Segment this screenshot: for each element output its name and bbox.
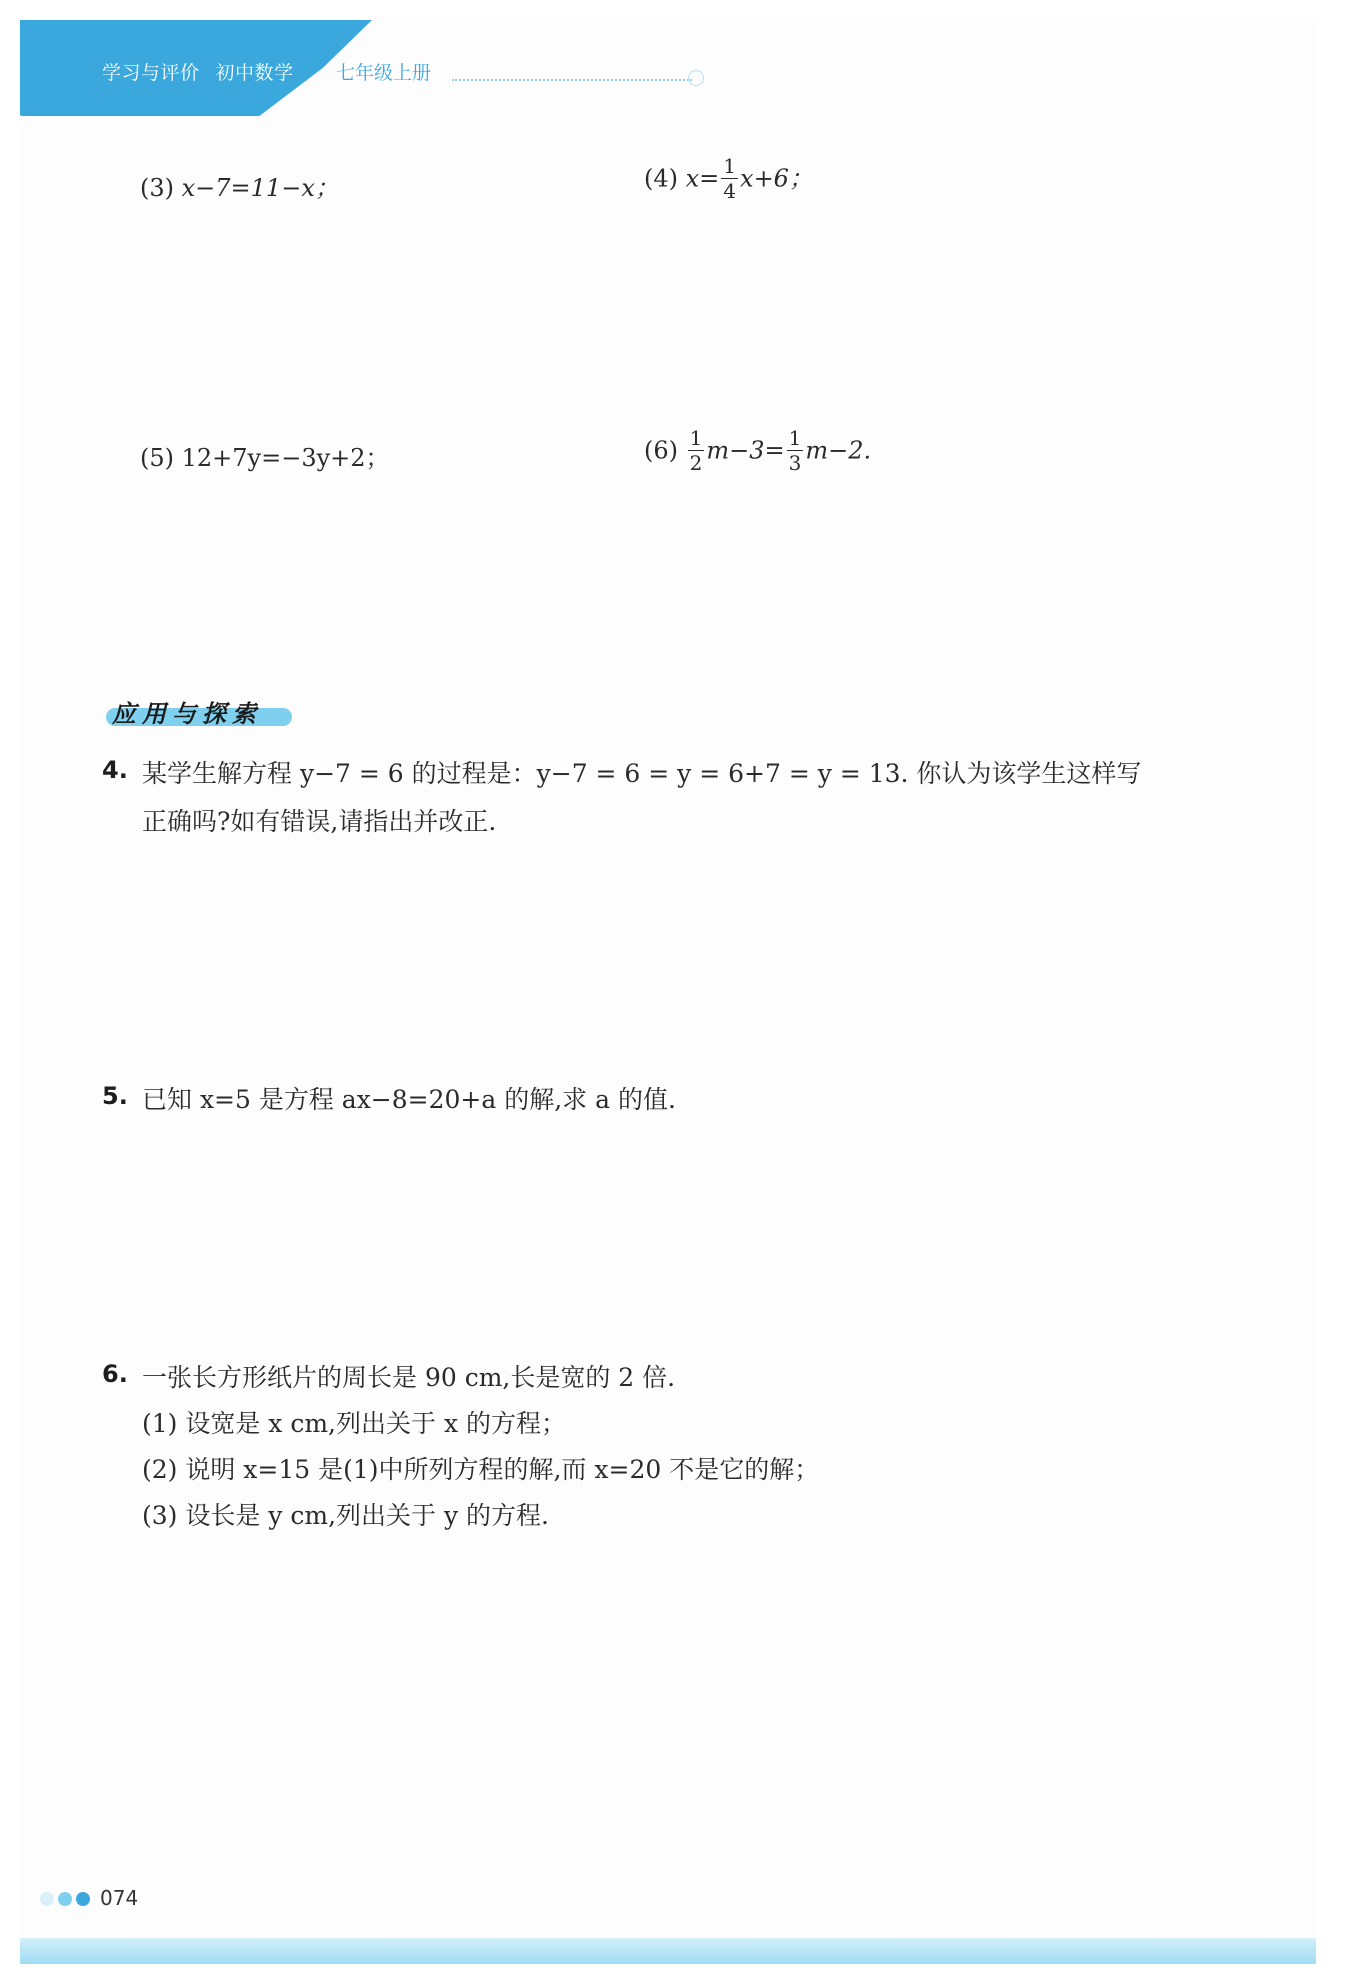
exercise-3-label: (3) [140, 174, 174, 202]
question-6-number: 6. [102, 1360, 128, 1388]
question-6-text: 一张长方形纸片的周长是 90 cm,长是宽的 2 倍. [142, 1363, 676, 1392]
exercise-6 [644, 428, 871, 473]
exercise-5-label: (5) [140, 444, 174, 472]
question-6-sub-3: (3) 设长是 y cm,列出关于 y 的方程. [142, 1501, 549, 1530]
footer-dot-light [40, 1892, 54, 1906]
exercise-6-frac1-den: 2 [689, 451, 703, 475]
question-6-sub-2: (2) 说明 x=15 是(1)中所列方程的解,而 x=20 不是它的解； [142, 1455, 820, 1484]
exercise-6-fraction-2 [787, 428, 804, 473]
exercise-6-end: m−2. [805, 436, 872, 465]
exercise-4-lhs: x= [685, 164, 720, 193]
header-dotted-line [452, 79, 692, 81]
exercise-6-frac2-den: 3 [788, 451, 802, 475]
question-5-text: 已知 x=5 是方程 ax−8=20+a 的解,求 a 的值. [142, 1085, 676, 1114]
header-subject: 初中数学 [215, 62, 294, 84]
section-badge [106, 696, 292, 730]
question-4-line-1: 某学生解方程 y−7 = 6 的过程是：y−7 = 6 = y = 6+7 = y = 13. 你认为该学生这样写 [142, 759, 1142, 788]
footer-band [20, 1938, 1316, 1964]
header-grade: 七年级上册 [336, 62, 432, 84]
footer-dot-dark [76, 1892, 90, 1906]
exercise-3-equation: x−7=11−x； [181, 174, 339, 202]
header-title [102, 58, 310, 88]
exercise-6-frac2-num: 1 [788, 426, 802, 450]
exercise-6-frac1-num: 1 [689, 426, 703, 450]
page-number: 074 [100, 1886, 139, 1910]
exercise-4 [644, 156, 813, 201]
question-4-number: 4. [102, 756, 128, 784]
question-6-sub-1: (1) 设宽是 x cm,列出关于 x 的方程； [142, 1409, 567, 1438]
question-4-line-2: 正确吗?如有错误,请指出并改正. [142, 807, 497, 836]
footer-dot-medium [58, 1892, 72, 1906]
exercise-4-frac-num: 1 [723, 154, 737, 178]
question-5-number: 5. [102, 1082, 128, 1110]
exercise-4-frac-den: 4 [723, 179, 737, 203]
exercise-5-equation: 12+7y=−3y+2； [181, 444, 390, 472]
exercise-6-fraction-1 [688, 428, 705, 473]
header-circle-ornament [688, 70, 704, 86]
exercise-6-label: (6) [644, 436, 678, 465]
section-title: 应用与探索 [112, 700, 262, 728]
header-series: 学习与评价 [102, 62, 200, 84]
exercise-5 [140, 446, 390, 470]
page [18, 18, 1316, 1964]
exercise-6-middle: m−3= [706, 436, 785, 465]
exercise-4-label: (4) [644, 164, 678, 193]
exercise-4-fraction [721, 156, 738, 201]
exercise-4-rhs: x+6； [740, 164, 813, 193]
exercise-3 [140, 176, 339, 200]
